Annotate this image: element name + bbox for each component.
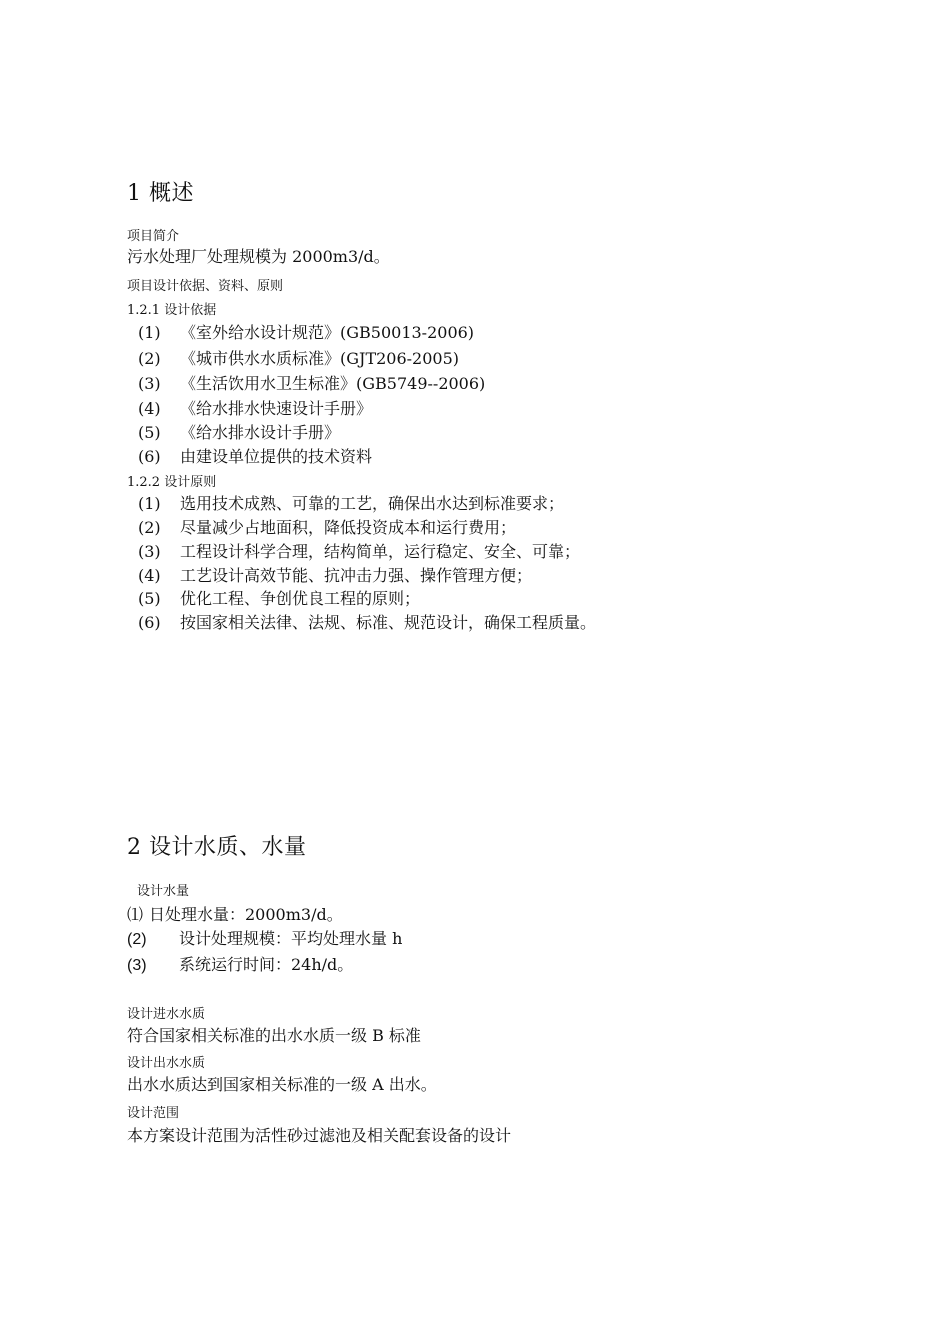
list-item: (4) 工艺设计高效节能、抗冲击力强、操作管理方便； — [138, 566, 533, 585]
list-item: (5) 优化工程、争创优良工程的原则； — [138, 589, 421, 608]
section-1-title: 1 概述 — [127, 181, 194, 206]
design-scope-heading: 设计范围 — [127, 1106, 180, 1121]
list-item: (3) 工程设计科学合理，结构简单，运行稳定、安全、可靠； — [138, 542, 581, 561]
design-basis-heading: 项目设计依据、资料、原则 — [127, 279, 284, 294]
sub-heading-1-2-1: 1.2.1 设计依据 — [127, 303, 217, 318]
project-intro-text: 污水处理厂处理规模为 2000m3/d。 — [127, 247, 390, 266]
project-intro-heading: 项目简介 — [127, 229, 180, 244]
outflow-quality-heading: 设计出水水质 — [127, 1056, 206, 1071]
design-scope-text: 本方案设计范围为活性砂过滤池及相关配套设备的设计 — [127, 1126, 512, 1145]
list-item: (4) 《给水排水快速设计手册》 — [138, 399, 373, 418]
list-item: (2) 尽量减少占地面积，降低投资成本和运行费用； — [138, 518, 517, 537]
list-item: ⑴ 日处理水量：2000m3/d。 — [127, 905, 343, 924]
list-item: (1) 《室外给水设计规范》(GB50013-2006) — [138, 323, 475, 342]
list-item: (3) 《生活饮用水卫生标准》(GB5749--2006) — [138, 374, 486, 393]
list-item: (1) 选用技术成熟、可靠的工艺，确保出水达到标准要求； — [138, 494, 565, 513]
section-2-title: 2 设计水质、水量 — [127, 835, 307, 860]
inflow-quality-text: 符合国家相关标准的出水水质一级 B 标准 — [127, 1026, 421, 1045]
sub-heading-1-2-2: 1.2.2 设计原则 — [127, 475, 217, 490]
design-volume-heading: 设计水量 — [137, 884, 190, 899]
list-item: (2) 设计处理规模：平均处理水量 h — [127, 929, 403, 948]
list-item: (6) 按国家相关法律、法规、标准、规范设计，确保工程质量。 — [138, 613, 597, 632]
list-item: (5) 《给水排水设计手册》 — [138, 423, 341, 442]
list-item: (2) 《城市供水水质标准》(GJT206-2005) — [138, 349, 460, 368]
list-item: (6) 由建设单位提供的技术资料 — [138, 447, 373, 466]
outflow-quality-text: 出水水质达到国家相关标准的一级 A 出水。 — [127, 1075, 437, 1094]
inflow-quality-heading: 设计进水水质 — [127, 1007, 206, 1022]
list-item: (3) 系统运行时间：24h/d。 — [127, 955, 354, 974]
